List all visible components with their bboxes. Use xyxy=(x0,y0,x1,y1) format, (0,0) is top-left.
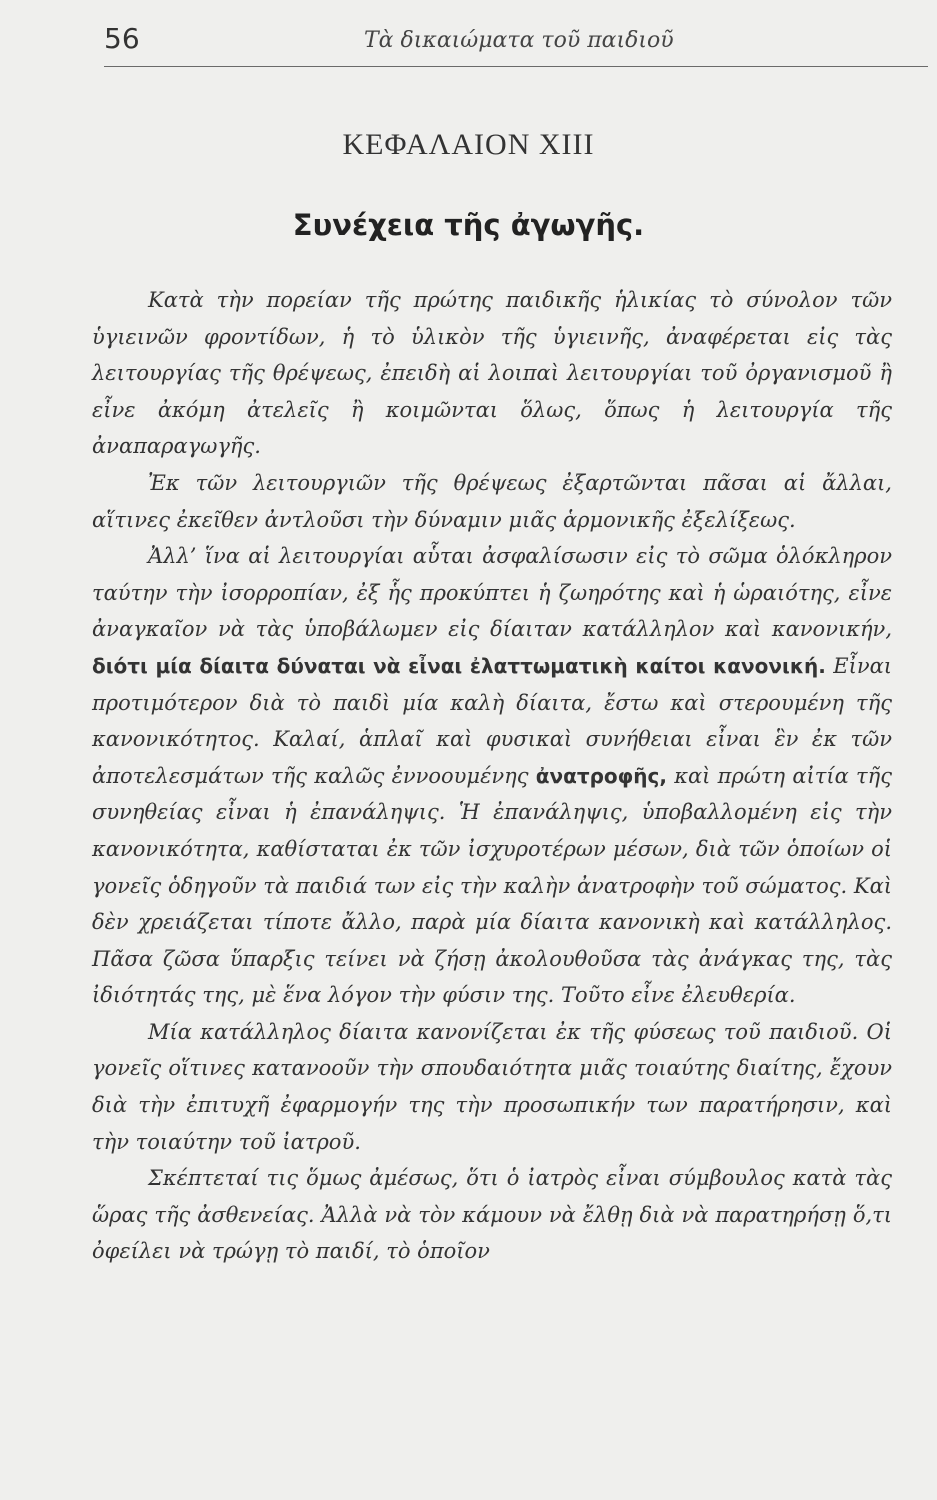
paragraph-3-part-b: Εἶναι προτιμότερον διὰ τὸ παιδὶ μία καλὴ δίαιτα, ἔστω καὶ στερουμένη τῆς κανονικότητος. Καλαί, ἁπλαῖ καὶ φυσικαὶ συνήθειαι εἶναι ἓν ἐκ τῶν ἀποτελεσμάτων τῆς καλῶς ἐννοουμένης xyxy=(92,653,892,788)
paragraph-4: Μία κατάλληλος δίαιτα κανονίζεται ἐκ τῆς φύσεως τοῦ παιδιοῦ. Οἱ γονεῖς οἵτινες κατανοοῦν τὴν σπουδαιότητα μιᾶς τοιαύτης διαίτης, ἔχουν διὰ τὴν ἐπιτυχῆ ἐφαρμογήν της τὴν προσωπικήν των παρατήρησιν, καὶ τὴν τοιαύτην τοῦ ἰατροῦ. xyxy=(92,1019,892,1154)
paragraph-3-part-a: Ἀλλ’ ἵνα αἱ λειτουργίαι αὗται ἀσφαλίσωσιν εἰς τὸ σῶμα ὁλόκληρον ταύτην τὴν ἰσορροπίαν, ἐξ ἧς προκύπτει ἡ ζωηρότης καὶ ἡ ὡραιότης, εἶνε ἀναγκαῖον νὰ τὰς ὑποβάλωμεν εἰς δίαιταν κατάλληλον καὶ κανονικήν, xyxy=(92,544,892,642)
paragraph-3-bold-phrase: διότι μία δίαιτα δύναται νὰ εἶναι ἐλαττωματικὴ καίτοι κανονική. xyxy=(92,653,826,678)
chapter-subtitle: Συνέχεια τῆς ἀγωγῆς. xyxy=(292,208,645,242)
paragraph-5: Σκέπτεταί τις ὅμως ἀμέσως, ὅτι ὁ ἰατρὸς εἶναι σύμβουλος κατὰ τὰς ὥρας τῆς ἀσθενείας. Ἀλλὰ νὰ τὸν κάμουν νὰ ἔλθῃ διὰ νὰ παρατηρήσῃ ὅ,τι ὀφείλει νὰ τρώγῃ τὸ παιδί, τὸ ὁποῖον xyxy=(92,1166,892,1264)
paragraph-1: Κατὰ τὴν πορείαν τῆς πρώτης παιδικῆς ἡλικίας τὸ σύνολον τῶν ὑγιεινῶν φροντίδων, ἡ τὸ ὑλικὸν τῆς ὑγιεινῆς, ἀναφέρεται εἰς τὰς λειτουργίας τῆς θρέψεως, ἐπειδὴ αἱ λοιπαὶ λειτουργίαι τοῦ ὀργανισμοῦ ἢ εἶνε ἀκόμη ἀτελεῖς ἢ κοιμῶνται ὅλως, ὅπως ἡ λειτουργία τῆς ἀναπαραγωγῆς. xyxy=(92,288,892,459)
paragraph-3-part-c: καὶ πρώτη αἰτία τῆς συνηθείας εἶναι ἡ ἐπανάληψις. Ἡ ἐπανάληψις, ὑποβαλλομένη εἰς τὴν κανονικότητα, καθίσταται ἐκ τῶν ἰσχυροτέρων μέσων, διὰ τῶν ὁποίων οἱ γονεῖς ὁδηγοῦν τὰ παιδιά των εἰς τὴν καλὴν ἀνατροφὴν τοῦ σώματος. Καὶ δὲν χρειάζεται τίποτε ἄλλο, παρὰ μία δίαιτα κανονικὴ καὶ κατάλληλος. Πᾶσα ζῶσα ὕπαρξις τείνει νὰ ζήσῃ ἀκολουθοῦσα τὰς ἀνάγκας της, τὰς ἰδιότητάς της, μὲ ἕνα λόγον τὴν φύσιν της. Τοῦτο εἶνε ἐλευθερία. xyxy=(92,763,893,1008)
running-head: Τὰ δικαιώματα τοῦ παιδιοῦ xyxy=(364,28,674,53)
chapter-title: ΚΕΦΑΛΑΙΟΝ XIII xyxy=(342,128,595,161)
page-header xyxy=(104,22,928,67)
body-text xyxy=(92,282,892,1270)
paragraph-3 xyxy=(92,538,892,1014)
paragraph-3-bold-word: ἀνατροφῆς, xyxy=(535,763,667,788)
paragraph-2: Ἐκ τῶν λειτουργιῶν τῆς θρέψεως ἐξαρτῶνται πᾶσαι αἱ ἄλλαι, αἵτινες ἐκεῖθεν ἀντλοῦσι τὴν δύναμιν μιᾶς ἁρμονικῆς ἐξελίξεως. xyxy=(92,470,892,532)
page-number: 56 xyxy=(104,22,140,55)
